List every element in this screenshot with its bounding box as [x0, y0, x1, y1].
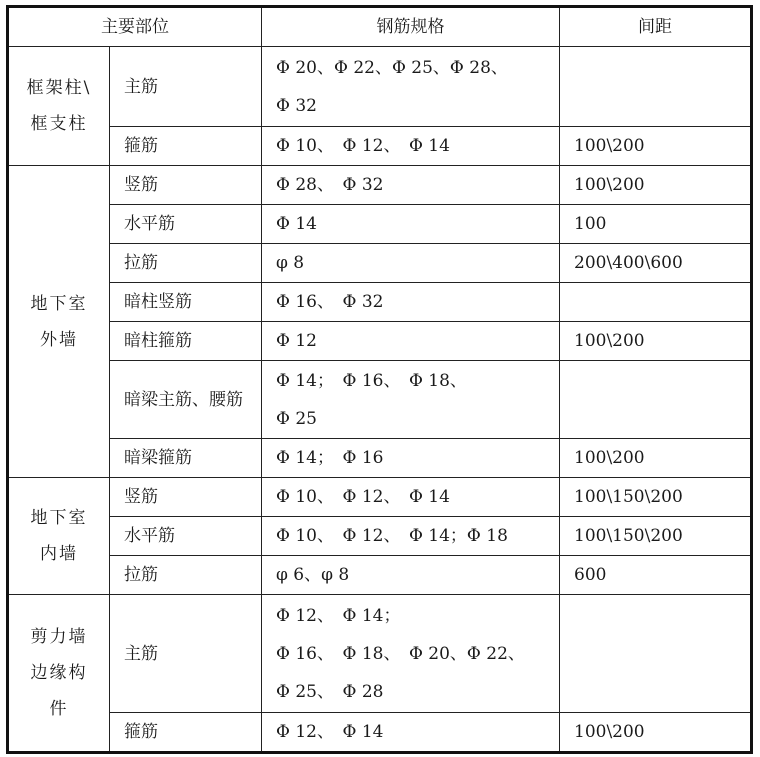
- table-row: [8, 244, 752, 283]
- spacing-cell: 600: [560, 556, 752, 595]
- spec-line: Φ 25: [276, 408, 317, 429]
- group-name-cell: [8, 166, 110, 478]
- group-name-line: 边缘构: [30, 663, 88, 683]
- spacing-cell: 100\200: [560, 713, 752, 753]
- spec-line: Φ 25、 Φ 28: [276, 681, 384, 702]
- header-main-part: 主要部位: [8, 7, 262, 47]
- part-cell: 拉筋: [110, 244, 262, 283]
- spec-line: φ 8: [276, 253, 305, 273]
- part-cell: 水平筋: [110, 517, 262, 556]
- spec-line: Φ 14； Φ 16: [276, 448, 384, 468]
- group-name-line: 外墙: [40, 329, 78, 350]
- spacing-cell: [560, 361, 752, 439]
- spec-line: Φ 12、 Φ 14: [276, 722, 384, 742]
- spacing-cell: 100\200: [560, 439, 752, 478]
- part-cell: 拉筋: [110, 556, 262, 595]
- spec-cell: [262, 47, 560, 127]
- group-name-cell: [8, 595, 110, 753]
- group-name-line: 地下室: [30, 508, 88, 528]
- part-cell: 箍筋: [110, 713, 262, 753]
- table-row: [8, 127, 752, 166]
- group-name-line: 件: [49, 699, 69, 719]
- spec-line: Φ 28、 Φ 32: [276, 175, 384, 195]
- spec-cell: [262, 127, 560, 166]
- spec-line: Φ 10、 Φ 12、 Φ 14: [276, 136, 450, 156]
- spec-line: Φ 10、 Φ 12、 Φ 14；Φ 18: [276, 526, 508, 546]
- part-cell: 暗柱箍筋: [110, 322, 262, 361]
- table-row: [8, 361, 752, 439]
- spec-cell: [262, 244, 560, 283]
- group-name-cell: [8, 478, 110, 595]
- spec-line: Φ 20、Φ 22、Φ 25、Φ 28、: [276, 57, 508, 78]
- spacing-cell: [560, 283, 752, 322]
- spacing-cell: 100\150\200: [560, 478, 752, 517]
- spec-cell: [262, 713, 560, 753]
- spec-cell: [262, 517, 560, 556]
- spec-line: φ 6、φ 8: [276, 565, 350, 585]
- spec-line: Φ 16、 Φ 32: [276, 292, 384, 312]
- spec-line: Φ 12、 Φ 14；: [276, 605, 401, 626]
- table-row: [8, 47, 752, 127]
- spec-cell: [262, 556, 560, 595]
- part-cell: 竖筋: [110, 478, 262, 517]
- table-row: [8, 283, 752, 322]
- table-row: [8, 205, 752, 244]
- group-name-line: 框架柱\: [26, 78, 92, 98]
- spec-cell: [262, 205, 560, 244]
- spec-line: Φ 14: [276, 214, 317, 234]
- part-cell: 主筋: [110, 47, 262, 127]
- table-row: [8, 322, 752, 361]
- table-row: [8, 556, 752, 595]
- part-cell: 竖筋: [110, 166, 262, 205]
- table-row: [8, 713, 752, 753]
- spacing-cell: 100\200: [560, 166, 752, 205]
- spec-line: Φ 10、 Φ 12、 Φ 14: [276, 487, 450, 507]
- table-row: [8, 166, 752, 205]
- rebar-spec-table: [6, 5, 753, 754]
- part-cell: 水平筋: [110, 205, 262, 244]
- spacing-cell: 200\400\600: [560, 244, 752, 283]
- part-cell: 暗梁主筋、腰筋: [110, 361, 262, 439]
- spec-line: Φ 16、 Φ 18、 Φ 20、Φ 22、: [276, 643, 525, 664]
- spec-cell: [262, 439, 560, 478]
- spec-cell: [262, 478, 560, 517]
- spec-cell: [262, 361, 560, 439]
- spec-cell: [262, 595, 560, 713]
- spec-cell: [262, 166, 560, 205]
- part-cell: 暗柱竖筋: [110, 283, 262, 322]
- group-name-line: 剪力墙: [30, 627, 88, 647]
- header-spacing: 间距: [560, 7, 752, 47]
- table-body: [8, 47, 752, 753]
- table-row: [8, 439, 752, 478]
- table-row: [8, 595, 752, 713]
- spacing-cell: 100\200: [560, 322, 752, 361]
- group-name-line: 内墙: [40, 544, 78, 564]
- spec-cell: [262, 283, 560, 322]
- spacing-cell: [560, 595, 752, 713]
- spacing-cell: 100\150\200: [560, 517, 752, 556]
- header-row: [8, 7, 752, 47]
- spacing-cell: 100: [560, 205, 752, 244]
- group-name-line: 地下室: [30, 293, 88, 314]
- spec-cell: [262, 322, 560, 361]
- group-name-line: 框支柱: [30, 114, 88, 134]
- spec-line: Φ 14； Φ 16、 Φ 18、: [276, 370, 467, 391]
- spec-line: Φ 32: [276, 95, 317, 116]
- header-rebar-spec: 钢筋规格: [262, 7, 560, 47]
- table-row: [8, 517, 752, 556]
- part-cell: 箍筋: [110, 127, 262, 166]
- part-cell: 暗梁箍筋: [110, 439, 262, 478]
- table-row: [8, 478, 752, 517]
- spec-line: Φ 12: [276, 331, 317, 351]
- spacing-cell: 100\200: [560, 127, 752, 166]
- spacing-cell: [560, 47, 752, 127]
- group-name-cell: [8, 47, 110, 166]
- part-cell: 主筋: [110, 595, 262, 713]
